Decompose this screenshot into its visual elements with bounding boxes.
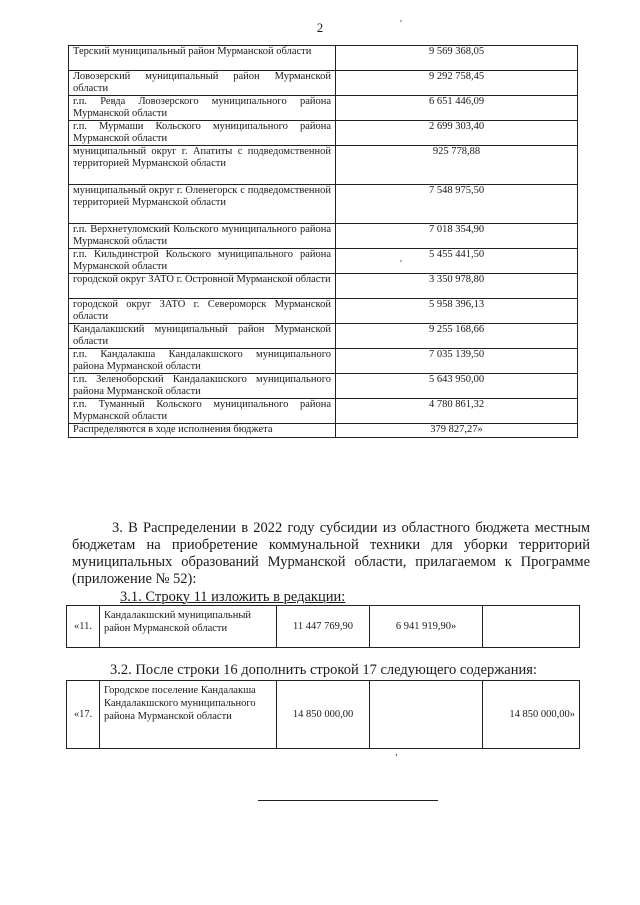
row-number: «17.: [67, 681, 100, 749]
table-row: [69, 424, 578, 438]
row-17-table: [66, 680, 580, 749]
table-row: [67, 681, 580, 749]
table-row: [69, 46, 578, 71]
municipality-name: муниципальный округ г. Оленегорск с подведомственной территорией Мурманской области: [69, 185, 336, 224]
subsidy-amount: 3 350 978,80: [336, 274, 578, 299]
municipality-name: г.п. Туманный Кольского муниципального района Мурманской области: [69, 399, 336, 424]
subsidy-amount: 5 455 441,50: [336, 249, 578, 274]
table-row: [69, 96, 578, 121]
subsidy-amount: 925 778,88: [336, 146, 578, 185]
table-row: [69, 349, 578, 374]
subsidy-amount: 4 780 861,32: [336, 399, 578, 424]
municipality-name: г.п. Кильдинстрой Кольского муниципального района Мурманской области: [69, 249, 336, 274]
subsidy-amount: 7 018 354,90: [336, 224, 578, 249]
municipality-name: муниципальный округ г. Апатиты с подведомственной территорией Мурманской области: [69, 146, 336, 185]
table-row: [69, 249, 578, 274]
subsidy-amount: 9 292 758,45: [336, 71, 578, 96]
municipality-name: городской округ ЗАТО г. Островной Мурманской области: [69, 274, 336, 299]
value-cell: 14 850 000,00»: [483, 681, 580, 749]
municipality-name: г.п. Верхнетуломский Кольского муниципального района Мурманской области: [69, 224, 336, 249]
subsidy-distribution-table: [68, 45, 578, 438]
signature-separator-line: [258, 800, 438, 801]
row-11-table: [66, 605, 580, 648]
subsidy-amount: 6 651 446,09: [336, 96, 578, 121]
table-row: [67, 606, 580, 648]
row-name: Городское поселение Кандалакша Кандалакшского муниципального района Мурманской области: [100, 681, 277, 749]
municipality-name: Кандалакшский муниципальный район Мурманской области: [69, 324, 336, 349]
item-3-1-text: 3.1. Строку 11 изложить в редакции:: [120, 589, 346, 605]
item-3-2-text: 3.2. После строки 16 дополнить строкой 17 следующего содержания:: [110, 662, 537, 678]
table-row: [69, 71, 578, 96]
municipality-name: Ловозерский муниципальный район Мурманской области: [69, 71, 336, 96]
subsidy-amount: 5 958 396,13: [336, 299, 578, 324]
row-name: Кандалакшский муниципальный район Мурманской области: [100, 606, 277, 648]
value-cell: [370, 681, 483, 749]
value-cell: 6 941 919,90»: [370, 606, 483, 648]
municipality-name: Терский муниципальный район Мурманской области: [69, 46, 336, 71]
municipality-name: г.п. Мурмаши Кольского муниципального района Мурманской области: [69, 121, 336, 146]
subsidy-amount: 379 827,27»: [336, 424, 578, 438]
stray-mark: ': [400, 258, 402, 270]
table-row: [69, 299, 578, 324]
paragraph-3: 3. В Распределении в 2022 году субсидии из областного бюджета местным бюджетам на приобретение коммунальной техники для уборки территорий муниципальных образований Мурманской области, прилагаемом к Программе (приложение № 52):: [72, 520, 590, 587]
table-row: [69, 399, 578, 424]
subsidy-amount: 9 569 368,05: [336, 46, 578, 71]
municipality-name: городской округ ЗАТО г. Североморск Мурманской области: [69, 299, 336, 324]
municipality-name: г.п. Зеленоборский Кандалакшского муниципального района Мурманской области: [69, 374, 336, 399]
municipality-name: Распределяются в ходе исполнения бюджета: [69, 424, 336, 438]
subsidy-amount: 9 255 168,66: [336, 324, 578, 349]
municipality-name: г.п. Кандалакша Кандалакшского муниципального района Мурманской области: [69, 349, 336, 374]
subsidy-table-body: [69, 46, 578, 438]
table-row: [69, 146, 578, 185]
table-row: [69, 324, 578, 349]
value-cell: 14 850 000,00: [277, 681, 370, 749]
stray-mark: ,: [395, 746, 398, 758]
subsidy-amount: 7 548 975,50: [336, 185, 578, 224]
subsidy-amount: 2 699 303,40: [336, 121, 578, 146]
table-row: [69, 224, 578, 249]
row-number: «11.: [67, 606, 100, 648]
subsidy-amount: 7 035 139,50: [336, 349, 578, 374]
page-number: 2: [316, 20, 324, 35]
table-row: [69, 274, 578, 299]
table-row: [69, 185, 578, 224]
table-row: [69, 121, 578, 146]
subsidy-amount: 5 643 950,00: [336, 374, 578, 399]
value-cell: [483, 606, 580, 648]
stray-mark: ': [400, 18, 402, 30]
value-cell: 11 447 769,90: [277, 606, 370, 648]
table-row: [69, 374, 578, 399]
municipality-name: г.п. Ревда Ловозерского муниципального района Мурманской области: [69, 96, 336, 121]
